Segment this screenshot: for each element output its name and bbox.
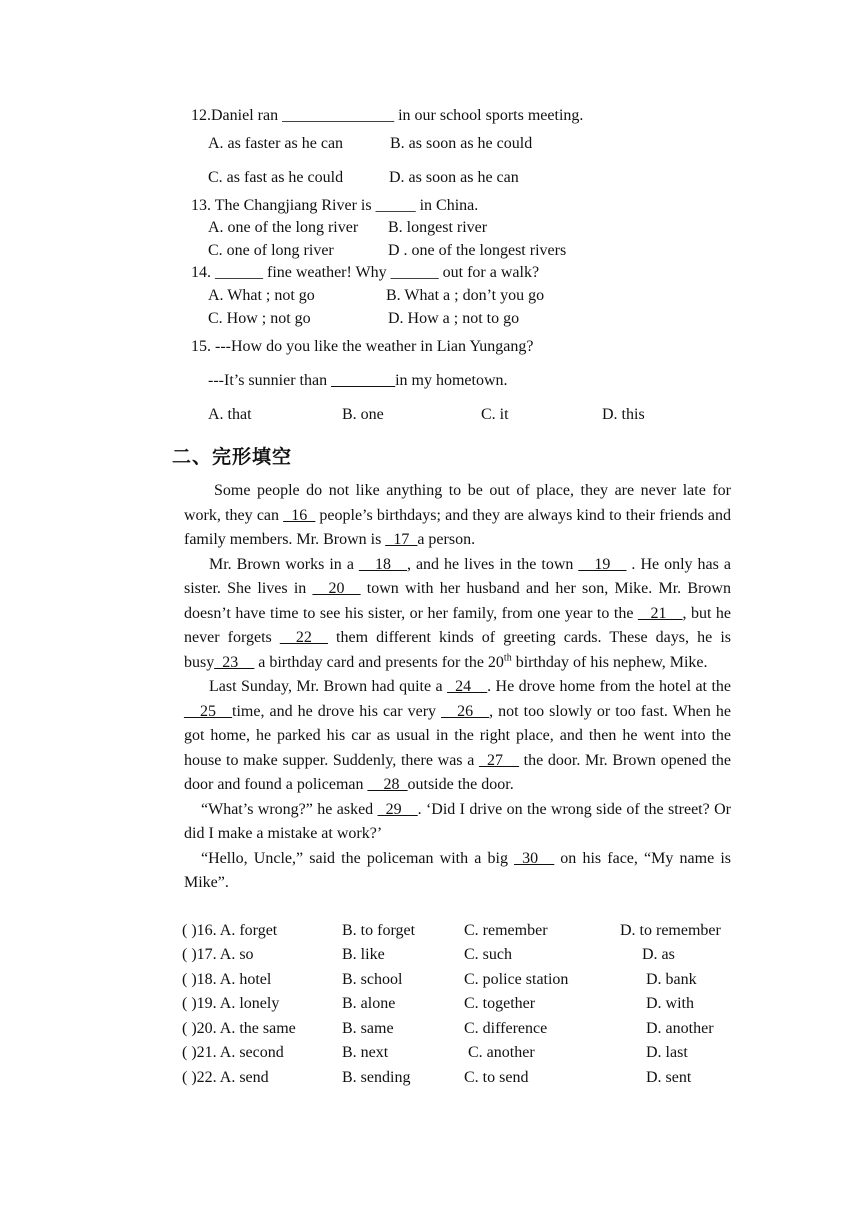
cloze-option-row-21 [182,1044,742,1064]
option-b: B. to forget [342,922,416,939]
cloze-option-row-16 [182,922,742,942]
option-a: ( )20. A. the same [182,1020,296,1037]
option-a: ( )18. A. hotel [182,971,272,988]
paragraph-4: “What’s wrong?” he asked _29__. ‘Did I drive on the wrong side of the street? Or did I make a mistake at work?’ [184,800,731,842]
question-15-stem-2 [208,371,508,391]
option-d: D. sent [646,1069,692,1086]
cloze-option-row-18 [182,971,742,991]
stem-text: in my hometown. [395,372,508,389]
option-a: ( )19. A. lonely [182,995,280,1012]
option-c: C. difference [464,1020,548,1037]
question-13-option-a: A. one of the long river [208,219,359,236]
paragraph-3: Last Sunday, Mr. Brown had quite a _24__. He drove home from the hotel at the __25__time, and he drove his car very __26__, not too slowly or too fast. When he got home, he parked his car as usual in the right place, and then he went into the house to make supper. Suddenly, there was a _27__ the door. Mr. Brown opened the door and found a policeman __28_outside the door. [184,678,732,793]
paragraph-5: “Hello, Uncle,” said the policeman with a big _30__ on his face, “My name is Mike”. [184,849,732,891]
option-c: C. such [464,946,512,963]
question-12-option-d: D. as soon as he can [389,169,519,186]
question-15-option-c: C. it [481,406,509,423]
cloze-option-row-22 [182,1069,742,1089]
question-13-option-b: B. longest river [388,219,488,236]
option-c: C. together [464,995,536,1012]
question-13-stem: 13. The Changjiang River is _____ in China. [191,197,479,214]
option-b: B. same [342,1020,394,1037]
question-15-option-b: B. one [342,406,384,423]
option-a: ( )16. A. forget [182,922,278,939]
option-a: ( )21. A. second [182,1044,284,1061]
option-b: B. sending [342,1069,411,1086]
question-13-option-c: C. one of long river [208,242,334,259]
blank: ________ [331,372,396,389]
option-c: C. to send [464,1069,529,1086]
option-c: C. police station [464,971,569,988]
option-d: D. another [646,1020,714,1037]
option-b: B. next [342,1044,389,1061]
question-15-stem: 15. ---How do you like the weather in Lian Yungang? [191,338,534,355]
section-title: 二、完形填空 [172,446,293,468]
option-d: D. bank [646,971,697,988]
option-d: D. last [646,1044,688,1061]
question-12-option-a: A. as faster as he can [208,135,344,152]
option-a: ( )17. A. so [182,946,254,963]
option-c: C. another [468,1044,535,1061]
option-d: D. as [642,946,675,963]
option-a: ( )22. A. send [182,1069,269,1086]
question-14-stem: 14. ______ fine weather! Why ______ out for a walk? [191,264,540,281]
question-13-option-d: D . one of the longest rivers [388,242,567,259]
question-14-option-c: C. How ; not go [208,310,311,327]
question-14-option-a: A. What ; not go [208,287,315,304]
cloze-option-row-19 [182,995,742,1015]
paragraph-1: Some people do not like anything to be out of place, they are never late for work, they can _16_ people’s birthdays; and they are always kind to their friends and family members. Mr. Brown is _17_a person. [184,482,731,548]
question-15-option-d: D. this [602,406,645,423]
cloze-passage [184,479,731,896]
question-14-option-d: D. How a ; not to go [388,310,520,327]
question-15-option-a: A. that [208,406,252,423]
stem-text: ---It’s sunnier than [208,372,332,389]
cloze-option-row-17 [182,946,742,966]
question-12-option-b: B. as soon as he could [390,135,533,152]
question-12-stem: 12.Daniel ran ______________ in our school sports meeting. [191,107,584,124]
option-d: D. with [646,995,694,1012]
option-d: D. to remember [620,922,721,939]
option-b: B. alone [342,995,396,1012]
option-b: B. school [342,971,403,988]
cloze-option-row-20 [182,1020,742,1040]
paragraph-2: Mr. Brown works in a __18__, and he lives in the town __19__ . He only has a sister. She lives in __20__ town with her husband and her son, Mike. Mr. Brown doesn’t have time to see his sister, or her family, from one year to the _ 21__, but he never forgets __22__ them different kinds of greeting cards. These days, he is busy_23__ a birthday card and presents for the 20th birthday of his nephew, Mike. [184,555,732,671]
question-14-option-b: B. What a ; don’t you go [386,287,545,304]
option-b: B. like [342,946,385,963]
option-c: C. remember [464,922,548,939]
question-12-option-c: C. as fast as he could [208,169,344,186]
